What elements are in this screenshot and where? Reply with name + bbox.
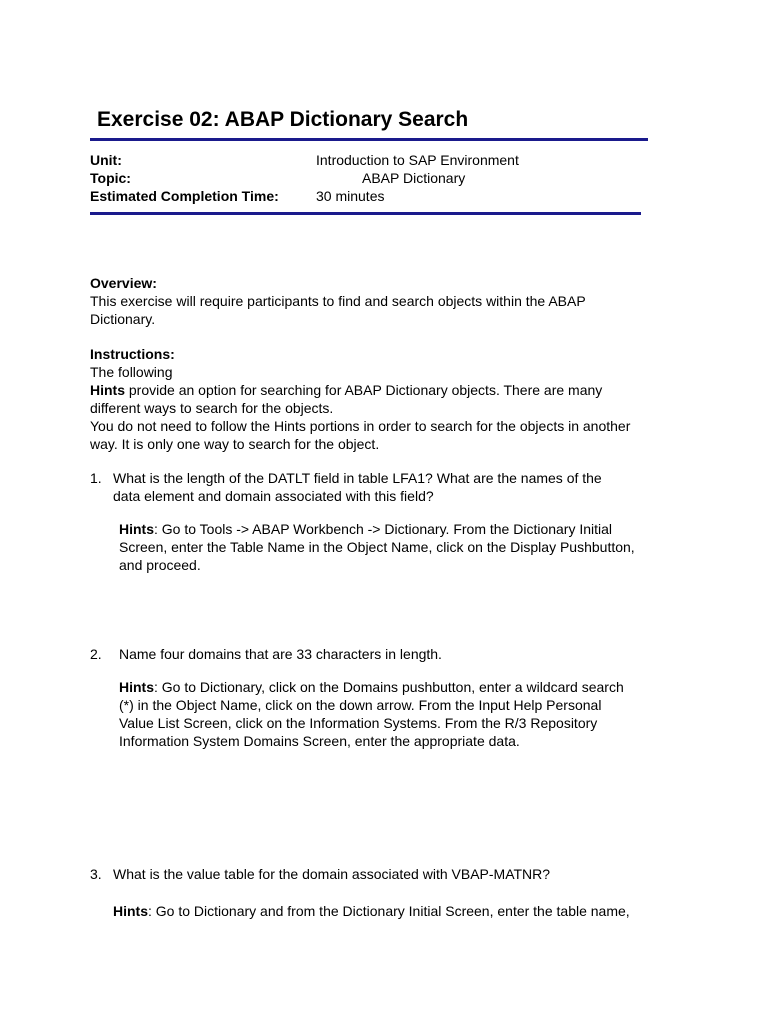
question-text-line: What is the value table for the domain associated with VBAP-MATNR? [113, 866, 551, 882]
hint-line [113, 902, 630, 920]
completion-time-label: Estimated Completion Time: [90, 188, 279, 204]
question-number: 3. [90, 866, 102, 882]
exercise-title: Exercise 02: ABAP Dictionary Search [97, 108, 469, 131]
topic-label: Topic: [90, 170, 131, 186]
question-text-line: data element and domain associated with this field? [113, 488, 434, 504]
instructions-text-line: way. It is only one way to search for the object. [90, 436, 380, 452]
completion-time-value: 30 minutes [316, 188, 385, 204]
question-text [113, 865, 550, 883]
instructions-text-fragment: provide an option for searching for ABAP Dictionary objects. There are many [125, 382, 603, 398]
question-text [113, 469, 602, 505]
question-2-hint [119, 678, 624, 750]
overview-text-line: Dictionary. [90, 311, 156, 327]
hint-line [119, 520, 635, 538]
overview-heading: Overview: [90, 275, 157, 291]
hint-line: and proceed. [119, 557, 201, 573]
instructions-text-line [90, 381, 690, 399]
hint-label: Hints [113, 903, 148, 919]
hint-line: Information System Domains Screen, enter the appropriate data. [119, 733, 520, 749]
hint-text: : Go to Dictionary and from the Dictionary Initial Screen, enter the table name, [148, 903, 630, 919]
instructions-text-line: The following [90, 364, 173, 380]
instructions-section [90, 345, 690, 453]
title-divider [90, 138, 648, 141]
question-text-line: Name four domains that are 33 characters in length. [119, 646, 442, 662]
instructions-text-line: You do not need to follow the Hints portions in order to search for the objects in another [90, 418, 631, 434]
question-number: 2. [90, 646, 102, 662]
overview-section [90, 274, 690, 328]
hint-line [119, 678, 624, 696]
hint-line: Screen, enter the Table Name in the Object Name, click on the Display Pushbutton, [119, 539, 635, 555]
question-1-hint [119, 520, 635, 574]
hints-keyword: Hints [90, 382, 125, 398]
hint-label: Hints [119, 679, 154, 695]
instructions-heading: Instructions: [90, 346, 175, 362]
unit-value: Introduction to SAP Environment [316, 152, 519, 168]
question-3-hint [113, 902, 630, 920]
instructions-text-line: different ways to search for the objects. [90, 400, 334, 416]
unit-label: Unit: [90, 152, 122, 168]
hint-text: : Go to Dictionary, click on the Domains pushbutton, enter a wildcard search [154, 679, 624, 695]
overview-text-line: This exercise will require participants to find and search objects within the ABAP [90, 293, 586, 309]
hint-label: Hints [119, 521, 154, 537]
topic-value: ABAP Dictionary [362, 170, 466, 186]
question-number: 1. [90, 470, 102, 486]
question-text [119, 645, 442, 663]
meta-divider [90, 212, 641, 215]
hint-text: : Go to Tools -> ABAP Workbench -> Dictionary. From the Dictionary Initial [154, 521, 613, 537]
hint-line: (*) in the Object Name, click on the down arrow. From the Input Help Personal [119, 697, 602, 713]
question-text-line: What is the length of the DATLT field in table LFA1? What are the names of the [113, 470, 602, 486]
hint-line: Value List Screen, click on the Information Systems. From the R/3 Repository [119, 715, 598, 731]
